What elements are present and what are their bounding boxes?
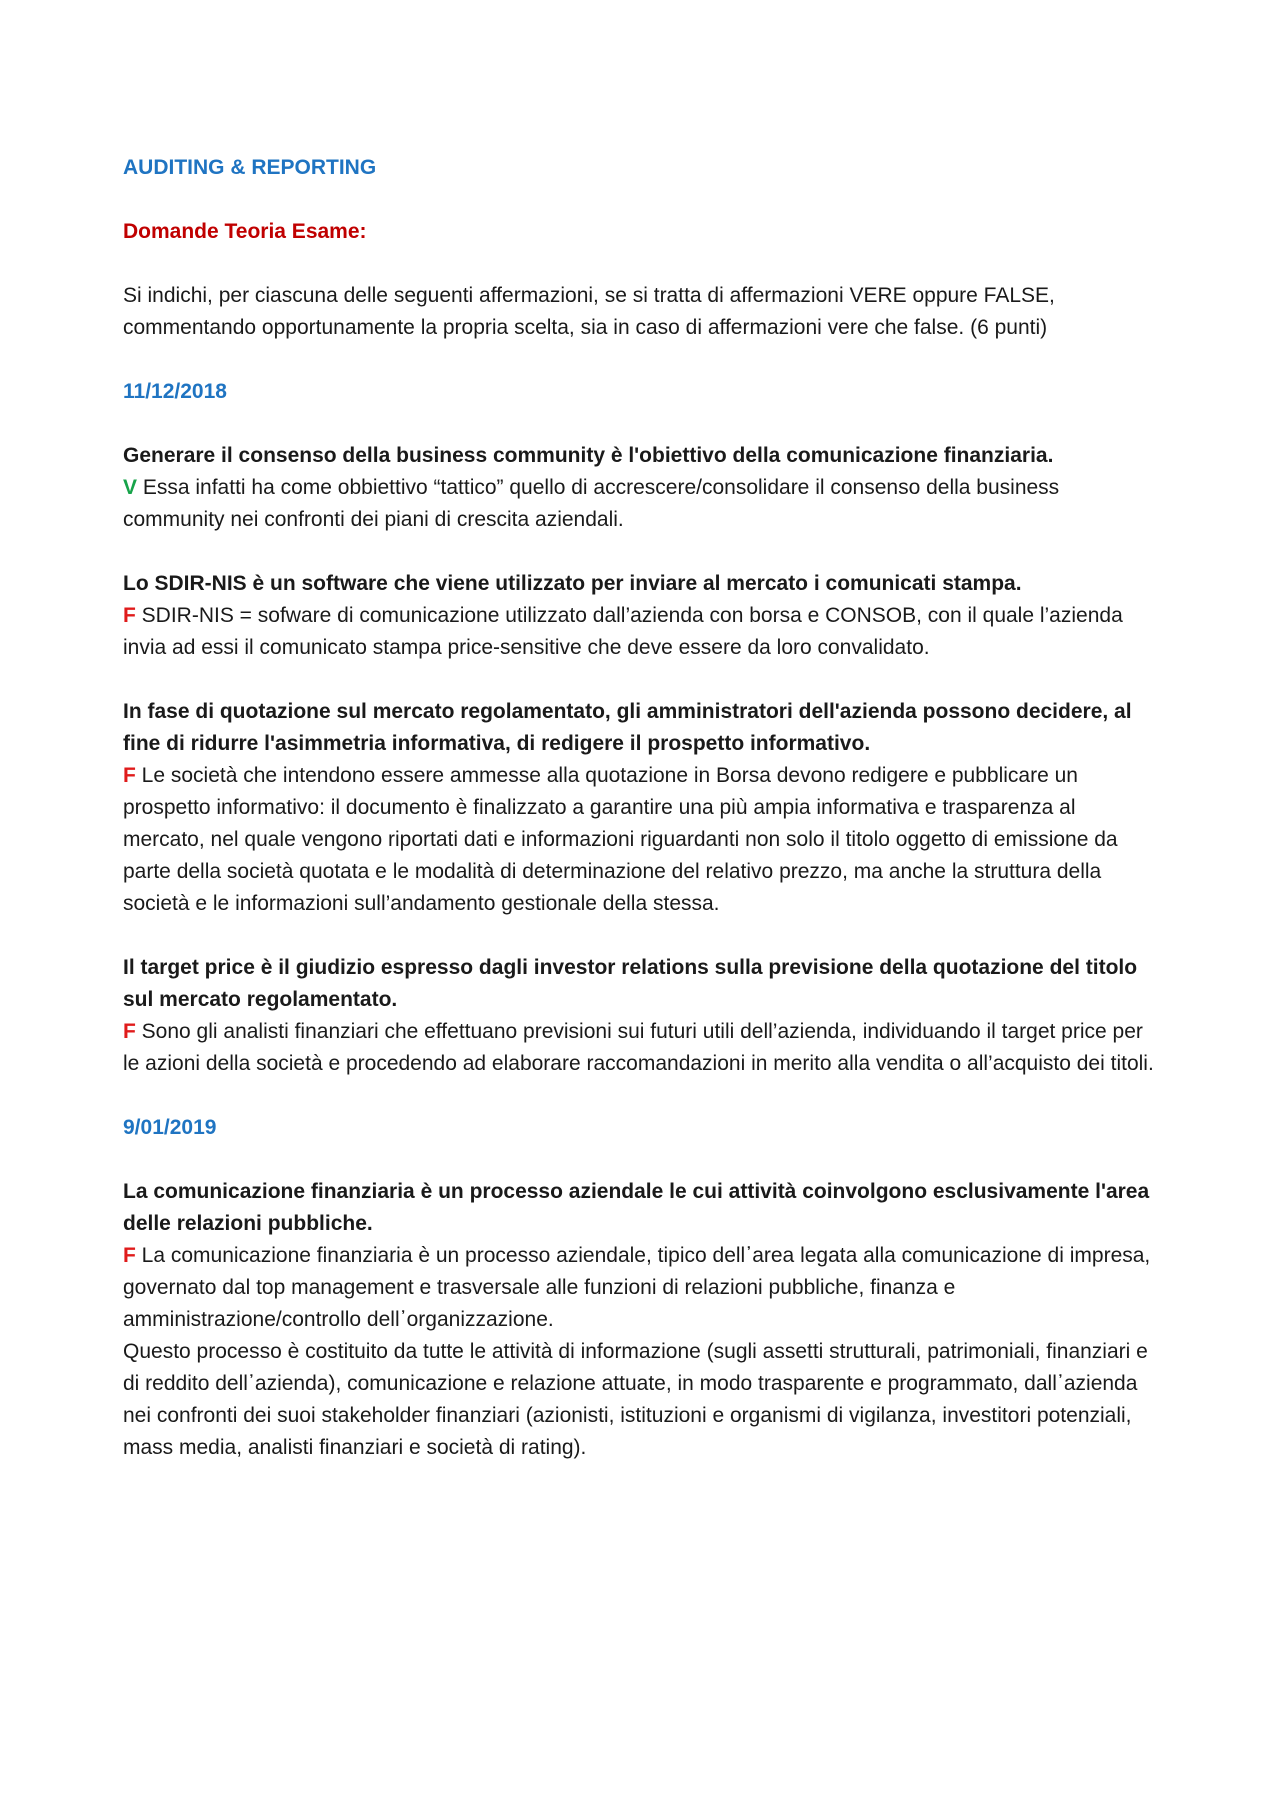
question-statement: In fase di quotazione sul mercato regolamentato, gli amministratori dell'azienda possono decidere, al fine di ridurre l'asimmetria informativa, di redigere il prospetto informativo. [123,700,1132,755]
question-statement: La comunicazione finanziaria è un processo aziendale le cui attività coinvolgono esclusivamente l'area delle relazioni pubbliche. [123,1180,1150,1235]
question-statement: Lo SDIR-NIS è un software che viene utilizzato per inviare al mercato i comunicati stampa. [123,572,1022,595]
document-subtitle: Domande Teoria Esame: [123,220,367,243]
section-date-heading: 11/12/2018 [123,380,227,403]
instructions-paragraph: Si indichi, per ciascuna delle seguenti affermazioni, se si tratta di affermazioni VERE oppure FALSE, commentando opportunamente la propria scelta, sia in caso di affermazioni vere che false. (6 punti) [123,284,1055,339]
answer-text: Le società che intendono essere ammesse alla quotazione in Borsa devono redigere e pubblicare un prospetto informativo: il documento è finalizzato a garantire una più ampia informativa e trasparenza al mercato, nel quale vengono riportati dati e informazioni riguardanti non solo il titolo oggetto di emissione da parte della società quotata e le modalità di determinazione del relativo prezzo, ma anche la struttura della società e le informazioni sull’andamento gestionale della stessa. [123,764,1118,915]
question-block [123,696,1163,920]
answer-paragraph [123,472,1163,536]
false-mark: F [123,604,136,627]
answer-paragraph [123,760,1163,920]
question-block [123,568,1163,664]
question-block [123,440,1163,536]
question-statement: Generare il consenso della business community è l'obiettivo della comunicazione finanziaria. [123,444,1054,467]
answer-text: Essa infatti ha come obbiettivo “tattico” quello di accrescere/consolidare il consenso della business community nei confronti dei piani di crescita aziendali. [123,476,1060,531]
true-mark: V [123,476,138,499]
answer-paragraph [123,600,1163,664]
question-block [123,1176,1163,1464]
false-mark: F [123,1244,136,1267]
document-title: AUDITING & REPORTING [123,156,377,179]
false-mark: F [123,1020,136,1043]
answer-continuation: Questo processo è costituito da tutte le attività di informazione (sugli assetti strutturali, patrimoniali, finanziari e di reddito dell᾿azienda), comunicazione e relazione attuate, in modo trasparente e programmato, dall᾿azienda nei confronti dei suoi stakeholder finanziari (azionisti, istituzioni e organismi di vigilanza, investitori potenziali, mass media, analisti finanziari e società di rating). [123,1340,1148,1459]
answer-paragraph [123,1240,1163,1336]
question-statement: Il target price è il giudizio espresso dagli investor relations sulla previsione della quotazione del titolo sul mercato regolamentato. [123,956,1138,1011]
document-content [123,152,1163,1496]
answer-text: SDIR-NIS = sofware di comunicazione utilizzato dall’azienda con borsa e CONSOB, con il quale l’azienda invia ad essi il comunicato stampa price-sensitive che deve essere da loro convalidato. [123,604,1123,659]
question-block [123,952,1163,1080]
answer-text: Sono gli analisti finanziari che effettuano previsioni sui futuri utili dell’azienda, individuando il target price per le azioni della società e procedendo ad elaborare raccomandazioni in merito alla vendita o all’acquisto dei titoli. [123,1020,1154,1075]
answer-paragraph [123,1016,1163,1080]
answer-text: La comunicazione finanziaria è un processo aziendale, tipico dell᾿area legata alla comunicazione di impresa, governato dal top management e trasversale alle funzioni di relazioni pubbliche, finanza e amministrazione/controllo dell᾿organizzazione. [123,1244,1151,1331]
false-mark: F [123,764,136,787]
section-date-heading: 9/01/2019 [123,1116,217,1139]
